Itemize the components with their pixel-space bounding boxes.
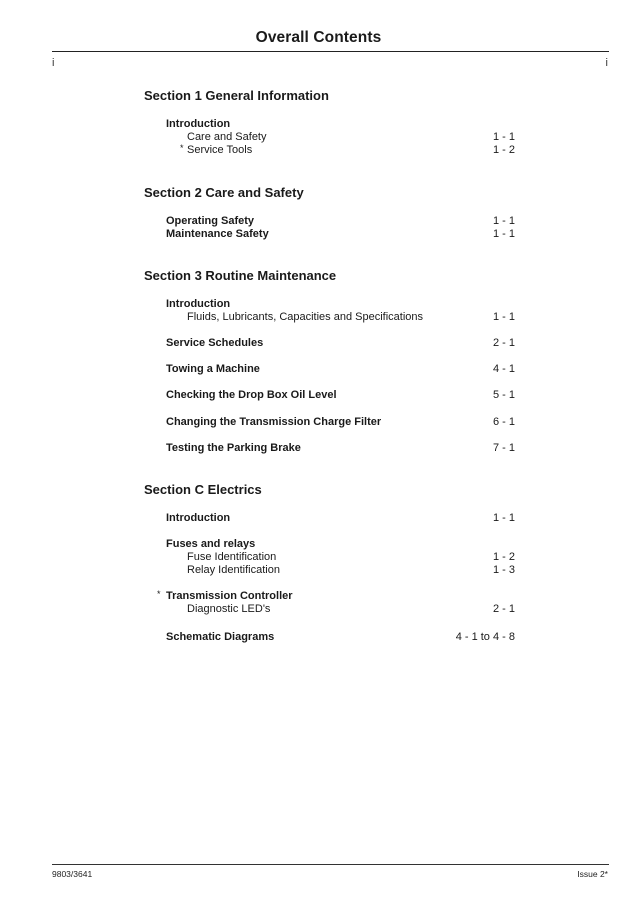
toc-entry-label: Relay Identification bbox=[187, 564, 280, 576]
toc-entry-label: Fluids, Lubricants, Capacities and Specifications bbox=[187, 311, 424, 323]
toc-entry bbox=[166, 215, 515, 228]
toc-entry bbox=[166, 416, 515, 429]
toc-entry bbox=[166, 389, 515, 402]
toc-entry bbox=[166, 564, 515, 577]
toc-entry bbox=[166, 551, 515, 564]
toc-entry bbox=[166, 144, 515, 157]
toc-entry-label: Testing the Parking Brake bbox=[166, 442, 301, 454]
toc-entry bbox=[166, 228, 515, 241]
toc-entry bbox=[166, 538, 515, 551]
toc-entry-page: 1 - 1 bbox=[492, 311, 515, 323]
toc-entry bbox=[166, 512, 515, 525]
toc-entry-label: Towing a Machine bbox=[166, 363, 260, 375]
toc-entry-label: Diagnostic LED's bbox=[187, 603, 271, 615]
page-number-left: i bbox=[52, 57, 55, 69]
toc-entry-page: 1 - 2 bbox=[492, 551, 515, 563]
toc-entry bbox=[166, 442, 515, 455]
footer-rule bbox=[52, 864, 609, 865]
toc-entry bbox=[166, 631, 515, 644]
footer-issue: Issue 2* bbox=[577, 869, 608, 879]
toc-entry bbox=[166, 118, 515, 131]
toc-entry-label: Transmission Controller bbox=[166, 590, 293, 602]
toc-entry-label: Introduction bbox=[166, 298, 231, 310]
toc-entry bbox=[166, 311, 515, 324]
toc-entry-label: Operating Safety bbox=[166, 215, 255, 227]
toc-entry-page: 1 - 1 bbox=[492, 228, 515, 240]
toc-entry-page: 7 - 1 bbox=[492, 442, 515, 454]
toc-entry-label: Introduction bbox=[166, 118, 231, 130]
toc-entry-page: 6 - 1 bbox=[492, 416, 515, 428]
toc-entry-label: Changing the Transmission Charge Filter bbox=[166, 416, 382, 428]
toc-entry-label: Maintenance Safety bbox=[166, 228, 269, 240]
toc-entry-label: Fuses and relays bbox=[166, 538, 256, 550]
section-heading: Section 1 General Information bbox=[144, 88, 329, 103]
toc-entry-label: Introduction bbox=[166, 512, 231, 524]
toc-entry-label: Schematic Diagrams bbox=[166, 631, 275, 643]
toc-entry-page: 2 - 1 bbox=[492, 337, 515, 349]
section-heading: Section 3 Routine Maintenance bbox=[144, 268, 337, 283]
toc-entry-page: 2 - 1 bbox=[492, 603, 515, 615]
toc-entry-page: 1 - 1 bbox=[492, 131, 515, 143]
page-number-right: i bbox=[605, 57, 608, 69]
toc-entry-page: 1 - 3 bbox=[492, 564, 515, 576]
toc-entry bbox=[166, 337, 515, 350]
revision-marker: * bbox=[180, 143, 184, 153]
revision-marker: * bbox=[157, 589, 161, 599]
toc-entry-page: 4 - 1 to 4 - 8 bbox=[455, 631, 515, 643]
toc-entry-label: Fuse Identification bbox=[187, 551, 277, 563]
section-heading: Section 2 Care and Safety bbox=[144, 185, 304, 200]
toc-entry-page: 1 - 1 bbox=[492, 215, 515, 227]
toc-entry-page: 1 - 2 bbox=[492, 144, 515, 156]
toc-entry-label: Service Schedules bbox=[166, 337, 264, 349]
toc-entry-page: 1 - 1 bbox=[492, 512, 515, 524]
toc-entry bbox=[166, 363, 515, 376]
toc-entry bbox=[157, 589, 515, 603]
toc-entry-label: Care and Safety bbox=[187, 131, 267, 143]
page-title: Overall Contents bbox=[255, 29, 382, 46]
toc-entry bbox=[166, 298, 515, 311]
toc-entry-label: Service Tools bbox=[187, 144, 253, 156]
title-rule bbox=[52, 51, 609, 52]
toc-entry-page: 4 - 1 bbox=[492, 363, 515, 375]
toc-entry bbox=[166, 603, 515, 616]
footer-doc-number: 9803/3641 bbox=[52, 869, 93, 879]
section-heading: Section C Electrics bbox=[144, 482, 262, 497]
toc-entry-label: Checking the Drop Box Oil Level bbox=[166, 389, 337, 401]
toc-entry bbox=[166, 131, 515, 144]
toc-entry-page: 5 - 1 bbox=[492, 389, 515, 401]
